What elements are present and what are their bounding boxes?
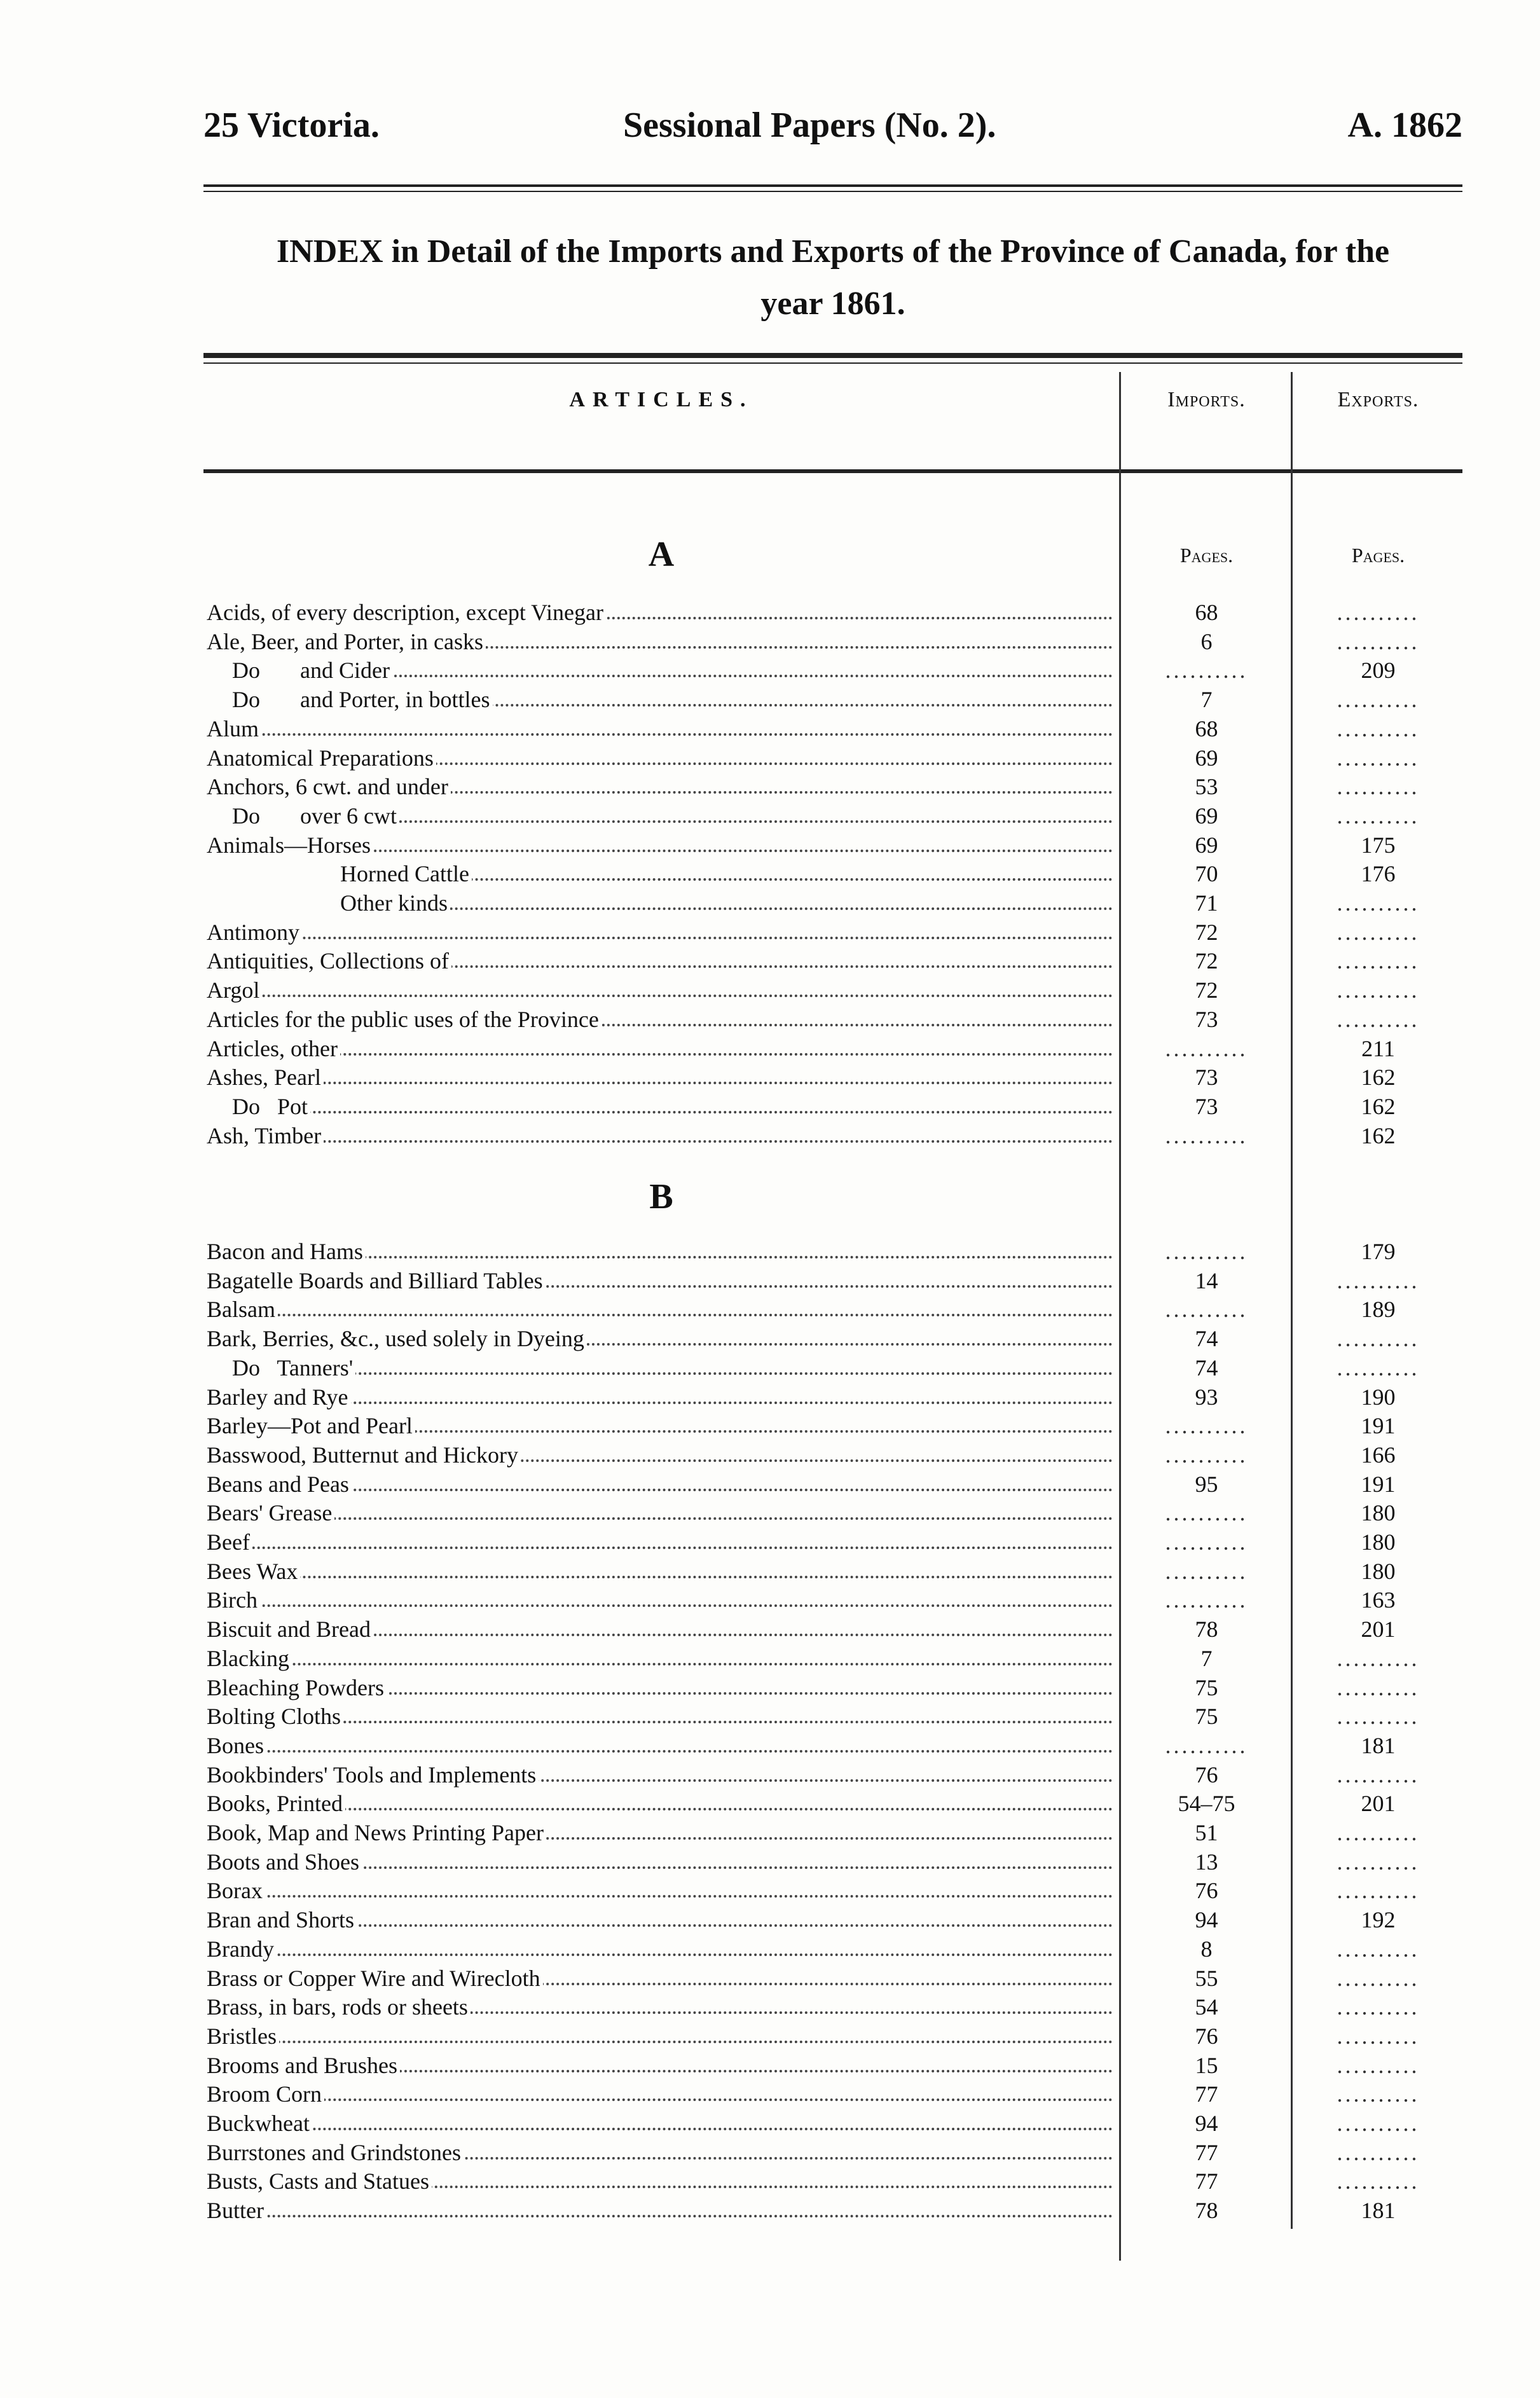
- index-row: [207, 627, 1462, 656]
- page-title: [203, 226, 1462, 330]
- exports-page: ..........: [1337, 919, 1420, 945]
- exports-page: 201: [1361, 1791, 1396, 1817]
- article-name: [207, 2196, 1113, 2225]
- imports-page: 55: [1195, 1965, 1218, 1991]
- exports-page: ..........: [1337, 715, 1420, 741]
- imports-page: 53: [1195, 774, 1218, 800]
- imports-page: 93: [1195, 1384, 1218, 1410]
- article-text: Articles for the public uses of the Province: [207, 1007, 602, 1032]
- article-name: [207, 2079, 1113, 2109]
- imports-page: 68: [1195, 715, 1218, 741]
- exports-page: 180: [1361, 1500, 1396, 1526]
- article-name: [207, 1789, 1113, 1818]
- index-row: [207, 1818, 1462, 1847]
- article-text: Broom Corn: [207, 2081, 324, 2107]
- exports-page: ..........: [1337, 2052, 1420, 2078]
- index-row: [207, 918, 1462, 947]
- index-row: [207, 1964, 1462, 1993]
- column-header-articles: ARTICLES.: [569, 388, 753, 411]
- imports-page: 75: [1195, 1704, 1218, 1730]
- index-row: [207, 743, 1462, 773]
- article-name: [207, 2022, 1113, 2051]
- article-name: [207, 772, 1113, 801]
- article-text: Barley—Pot and Pearl: [207, 1413, 415, 1438]
- exports-page: 191: [1361, 1413, 1396, 1439]
- article-name: [207, 830, 1113, 860]
- article-text: Borax: [207, 1878, 265, 1903]
- exports-page: ..........: [1337, 1936, 1420, 1962]
- exports-page: 162: [1361, 1065, 1396, 1091]
- index-row: [207, 1527, 1462, 1557]
- article-name: [207, 1876, 1113, 1905]
- header-session: 25 Victoria.: [203, 106, 380, 145]
- exports-page: 191: [1361, 1471, 1396, 1497]
- article-text: Beef: [207, 1529, 252, 1555]
- exports-pages-label: Pages.: [1351, 544, 1405, 567]
- article-name: [207, 1237, 1113, 1266]
- index-row: [207, 1324, 1462, 1353]
- exports-page: ..........: [1337, 1326, 1420, 1352]
- article-name: [207, 1353, 1113, 1382]
- article-text: Bees Wax: [207, 1559, 300, 1584]
- table-top-rule-thin: [203, 362, 1462, 364]
- imports-page: 95: [1195, 1471, 1218, 1497]
- imports-page: ..........: [1165, 1413, 1248, 1439]
- article-text: Brass, in bars, rods or sheets: [207, 1994, 471, 2020]
- article-text: Bleaching Powders: [207, 1675, 387, 1700]
- article-text: Animals—Horses: [207, 832, 373, 858]
- exports-page: 179: [1361, 1239, 1396, 1264]
- exports-page: ..........: [1337, 2168, 1420, 2195]
- imports-page: ..........: [1165, 658, 1248, 684]
- exports-page: ..........: [1337, 1645, 1420, 1671]
- article-text: Anatomical Preparations: [207, 745, 436, 771]
- imports-page: 14: [1195, 1267, 1218, 1293]
- index-row: [207, 1905, 1462, 1934]
- exports-page: ..........: [1337, 2139, 1420, 2165]
- article-text: Articles, other: [207, 1036, 340, 1061]
- exports-page: 175: [1361, 832, 1396, 858]
- imports-page: 77: [1195, 2081, 1218, 2107]
- article-text: Ale, Beer, and Porter, in casks: [207, 629, 486, 654]
- index-row: [207, 714, 1462, 743]
- article-text: Barley and Rye: [207, 1384, 351, 1410]
- index-row: [207, 1876, 1462, 1905]
- index-row: [207, 1121, 1462, 1150]
- index-row: [207, 2109, 1462, 2138]
- article-name: [207, 714, 1113, 743]
- article-text: Basswood, Butternut and Hickory: [207, 1442, 521, 1468]
- column-header-exports: Exports.: [1337, 388, 1419, 411]
- exports-page: 162: [1361, 1093, 1396, 1119]
- imports-page: 73: [1195, 1006, 1218, 1032]
- exports-page: 163: [1361, 1587, 1396, 1613]
- index-row: [207, 1760, 1462, 1789]
- imports-page: 15: [1195, 2052, 1218, 2078]
- article-name: [207, 1818, 1113, 1847]
- index-row: [207, 975, 1462, 1005]
- article-name: [207, 2051, 1113, 2080]
- article-name: [207, 656, 1113, 685]
- index-row: [207, 2167, 1462, 2196]
- exports-page: ..........: [1337, 1878, 1420, 1904]
- imports-page: ..........: [1165, 1442, 1248, 1468]
- article-text: Biscuit and Bread: [207, 1616, 373, 1642]
- index-row: [207, 1034, 1462, 1063]
- index-row: [207, 1063, 1462, 1092]
- article-name: [207, 1527, 1113, 1557]
- article-name: [207, 946, 1113, 975]
- imports-page: 77: [1195, 2139, 1218, 2165]
- index-row: [207, 1266, 1462, 1295]
- index-row: [207, 1470, 1462, 1499]
- exports-page: 180: [1361, 1558, 1396, 1584]
- exports-page: 209: [1361, 658, 1396, 684]
- index-row: [207, 1702, 1462, 1731]
- article-name: [207, 801, 1113, 830]
- header-rule-thick: [203, 184, 1462, 187]
- article-text: Bolting Cloths: [207, 1704, 343, 1729]
- imports-page: 51: [1195, 1820, 1218, 1845]
- imports-page: 54–75: [1178, 1791, 1235, 1817]
- article-text: Birch: [207, 1587, 260, 1613]
- title-line-1: INDEX in Detail of the Imports and Exports of the Province of Canada, for the: [276, 233, 1390, 270]
- imports-page: ..........: [1165, 1529, 1248, 1555]
- article-name: [207, 1847, 1113, 1877]
- article-text: Do and Cider: [207, 658, 392, 683]
- article-name: [207, 1557, 1113, 1586]
- imports-page: 70: [1195, 861, 1218, 887]
- imports-page: 69: [1195, 803, 1218, 829]
- article-name: [207, 1498, 1113, 1527]
- index-row: [207, 1585, 1462, 1615]
- imports-page: ..........: [1165, 1500, 1248, 1526]
- index-row: [207, 1615, 1462, 1644]
- imports-page: 94: [1195, 2111, 1218, 2136]
- imports-page: 94: [1195, 1907, 1218, 1933]
- article-text: Bones: [207, 1733, 266, 1758]
- article-text: Do and Porter, in bottles: [207, 687, 493, 712]
- article-text: Ash, Timber: [207, 1123, 324, 1148]
- article-text: Bookbinders' Tools and Implements: [207, 1762, 539, 1788]
- article-text: Book, Map and News Printing Paper: [207, 1820, 546, 1845]
- index-row: [207, 1005, 1462, 1034]
- imports-page: 54: [1195, 1994, 1218, 2020]
- imports-page: 76: [1195, 1878, 1218, 1904]
- article-name: [207, 2138, 1113, 2167]
- index-row: [207, 1440, 1462, 1470]
- article-name: [207, 685, 1113, 714]
- imports-page: 72: [1195, 977, 1218, 1003]
- column-header-imports: Imports.: [1167, 388, 1246, 411]
- index-row: [207, 1295, 1462, 1324]
- index-row: [207, 1731, 1462, 1760]
- imports-page: ..........: [1165, 1297, 1248, 1323]
- article-text: Acids, of every description, except Vinegar: [207, 600, 606, 625]
- article-text: Butter: [207, 2198, 266, 2223]
- index-row: [207, 2022, 1462, 2051]
- index-row: [207, 2051, 1462, 2080]
- imports-page: 72: [1195, 948, 1218, 974]
- exports-page: ..........: [1337, 1849, 1420, 1875]
- table-top-rule-thick: [203, 353, 1462, 358]
- imports-page: ..........: [1165, 1732, 1248, 1758]
- exports-page: ..........: [1337, 774, 1420, 800]
- imports-page: ..........: [1165, 1035, 1248, 1061]
- article-text: Buckwheat: [207, 2111, 312, 2136]
- article-name: [207, 1034, 1113, 1063]
- imports-page: 6: [1200, 628, 1213, 654]
- exports-page: 211: [1361, 1035, 1395, 1061]
- article-text: Antimony: [207, 920, 302, 945]
- exports-page: ..........: [1337, 890, 1420, 916]
- exports-page: 166: [1361, 1442, 1396, 1468]
- imports-page: 76: [1195, 2023, 1218, 2049]
- index-row: [207, 1673, 1462, 1702]
- index-row: [207, 1411, 1462, 1440]
- section-letter-a: A: [648, 535, 675, 574]
- exports-page: ..........: [1337, 1965, 1420, 1991]
- article-name: [207, 1992, 1113, 2022]
- exports-page: ..........: [1337, 948, 1420, 974]
- exports-page: ..........: [1337, 1704, 1420, 1730]
- article-name: [207, 918, 1113, 947]
- article-text: Bagatelle Boards and Billiard Tables: [207, 1268, 546, 1293]
- exports-page: 190: [1361, 1384, 1396, 1410]
- exports-page: ..........: [1337, 1267, 1420, 1293]
- article-name: [207, 888, 1113, 918]
- article-name: [207, 1964, 1113, 1993]
- imports-page: 73: [1195, 1093, 1218, 1119]
- article-name: [207, 627, 1113, 656]
- index-row: [207, 830, 1462, 860]
- article-name: [207, 1702, 1113, 1731]
- article-name: [207, 1644, 1113, 1673]
- index-row: [207, 1237, 1462, 1266]
- article-name: [207, 1905, 1113, 1934]
- article-name: [207, 1440, 1113, 1470]
- article-text: Blacking: [207, 1646, 292, 1671]
- imports-pages-label: Pages.: [1179, 544, 1234, 567]
- exports-page: 181: [1361, 1732, 1396, 1758]
- article-text: Bacon and Hams: [207, 1239, 366, 1264]
- index-row: [207, 946, 1462, 975]
- exports-page: ..........: [1337, 687, 1420, 713]
- article-text: Books, Printed: [207, 1791, 345, 1816]
- article-text: Burrstones and Grindstones: [207, 2140, 464, 2165]
- article-name: [207, 1585, 1113, 1615]
- article-name: [207, 598, 1113, 627]
- index-row: [207, 1789, 1462, 1818]
- imports-page: 8: [1200, 1936, 1213, 1962]
- article-text: Brass or Copper Wire and Wirecloth: [207, 1966, 543, 1991]
- article-name: [207, 975, 1113, 1005]
- imports-page: 71: [1195, 890, 1218, 916]
- imports-page: ..........: [1165, 1239, 1248, 1264]
- index-row: [207, 598, 1462, 627]
- article-name: [207, 1295, 1113, 1324]
- index-row: [207, 685, 1462, 714]
- exports-page: ..........: [1337, 1674, 1420, 1700]
- article-name: [207, 2167, 1113, 2196]
- exports-page: ..........: [1337, 2023, 1420, 2049]
- article-text: Bears' Grease: [207, 1500, 334, 1526]
- exports-page: ..........: [1337, 1006, 1420, 1032]
- index-row: [207, 1498, 1462, 1527]
- index-row: [207, 656, 1462, 685]
- article-text: Anchors, 6 cwt. and under: [207, 774, 451, 799]
- imports-page: ..........: [1165, 1558, 1248, 1584]
- article-text: Brandy: [207, 1936, 277, 1962]
- article-name: [207, 1063, 1113, 1092]
- article-text: Do Pot: [207, 1094, 310, 1119]
- exports-page: ..........: [1337, 600, 1420, 625]
- exports-page: 192: [1361, 1907, 1396, 1933]
- article-name: [207, 1324, 1113, 1353]
- section-letter-b: B: [649, 1177, 673, 1216]
- article-text: Brooms and Brushes: [207, 2053, 400, 2078]
- article-name: [207, 1411, 1113, 1440]
- article-name: [207, 1005, 1113, 1034]
- imports-page: 68: [1195, 600, 1218, 625]
- exports-page: 189: [1361, 1297, 1396, 1323]
- exports-page: 180: [1361, 1529, 1396, 1555]
- article-text: Busts, Casts and Statues: [207, 2168, 432, 2194]
- imports-page: 77: [1195, 2168, 1218, 2195]
- exports-page: 181: [1361, 2198, 1396, 2224]
- index-row: [207, 1644, 1462, 1673]
- index-row: [207, 1992, 1462, 2022]
- article-name: [207, 1760, 1113, 1789]
- exports-page: ..........: [1337, 1994, 1420, 2020]
- article-text: Bristles: [207, 2023, 279, 2049]
- article-text: Bark, Berries, &c., used solely in Dyeing: [207, 1326, 587, 1351]
- article-name: [207, 1673, 1113, 1702]
- article-name: [207, 1121, 1113, 1150]
- imports-page: 78: [1195, 2198, 1218, 2224]
- article-name: [207, 2109, 1113, 2138]
- article-name: [207, 1934, 1113, 1964]
- article-name: [207, 1731, 1113, 1760]
- imports-page: 69: [1195, 832, 1218, 858]
- imports-page: 69: [1195, 745, 1218, 771]
- imports-page: ..........: [1165, 1587, 1248, 1613]
- article-text: Ashes, Pearl: [207, 1065, 324, 1090]
- article-name: [207, 1470, 1113, 1499]
- header-year: A. 1862: [1347, 106, 1462, 145]
- index-row: [207, 1847, 1462, 1877]
- index-row: [207, 801, 1462, 830]
- index-row: [207, 772, 1462, 801]
- exports-page: ..........: [1337, 1820, 1420, 1845]
- header-rule-thin: [203, 191, 1462, 192]
- article-text: Balsam: [207, 1297, 278, 1322]
- header-papers: Sessional Papers (No. 2).: [623, 106, 996, 145]
- article-name: [207, 743, 1113, 773]
- index-row: [207, 1092, 1462, 1121]
- index-row: [207, 1382, 1462, 1412]
- imports-page: 74: [1195, 1354, 1218, 1381]
- index-row: [207, 1934, 1462, 1964]
- article-name: [207, 1615, 1113, 1644]
- exports-page: 162: [1361, 1122, 1396, 1148]
- imports-page: 7: [1200, 687, 1213, 713]
- exports-page: ..........: [1337, 1761, 1420, 1788]
- title-line-2: year 1861.: [760, 286, 905, 322]
- index-row: [207, 1557, 1462, 1586]
- imports-page: ..........: [1165, 1122, 1248, 1148]
- article-text: Boots and Shoes: [207, 1849, 362, 1875]
- article-text: Antiquities, Collections of: [207, 948, 451, 974]
- index-row: [207, 2079, 1462, 2109]
- exports-page: ..........: [1337, 2111, 1420, 2136]
- exports-page: 176: [1361, 861, 1396, 887]
- index-row: [207, 2196, 1462, 2225]
- page-header: [203, 105, 1462, 156]
- article-name: [207, 1382, 1113, 1412]
- article-text: Beans and Peas: [207, 1471, 352, 1497]
- exports-page: ..........: [1337, 745, 1420, 771]
- imports-page: 13: [1195, 1849, 1218, 1875]
- article-name: [207, 859, 1113, 888]
- imports-page: 75: [1195, 1674, 1218, 1700]
- index-row: [207, 1353, 1462, 1382]
- exports-page: ..........: [1337, 2081, 1420, 2107]
- article-text: Horned Cattle: [207, 861, 472, 886]
- article-text: Do over 6 cwt: [207, 803, 399, 829]
- header-under-rule: [203, 469, 1462, 473]
- imports-page: 76: [1195, 1761, 1218, 1788]
- article-text: Bran and Shorts: [207, 1907, 357, 1933]
- exports-page: 201: [1361, 1616, 1396, 1643]
- article-text: Do Tanners': [207, 1355, 355, 1381]
- imports-page: 7: [1200, 1645, 1213, 1671]
- imports-page: 74: [1195, 1326, 1218, 1352]
- article-name: [207, 1266, 1113, 1295]
- exports-page: ..........: [1337, 803, 1420, 829]
- article-name: [207, 1092, 1113, 1121]
- imports-page: 73: [1195, 1065, 1218, 1091]
- exports-page: ..........: [1337, 977, 1420, 1003]
- imports-page: 72: [1195, 919, 1218, 945]
- article-text: Alum: [207, 716, 261, 741]
- exports-page: ..........: [1337, 1354, 1420, 1381]
- article-text: Argol: [207, 977, 262, 1003]
- imports-page: 78: [1195, 1616, 1218, 1643]
- index-row: [207, 2138, 1462, 2167]
- index-row: [207, 859, 1462, 888]
- article-text: Other kinds: [207, 890, 450, 916]
- exports-page: ..........: [1337, 628, 1420, 654]
- index-row: [207, 888, 1462, 918]
